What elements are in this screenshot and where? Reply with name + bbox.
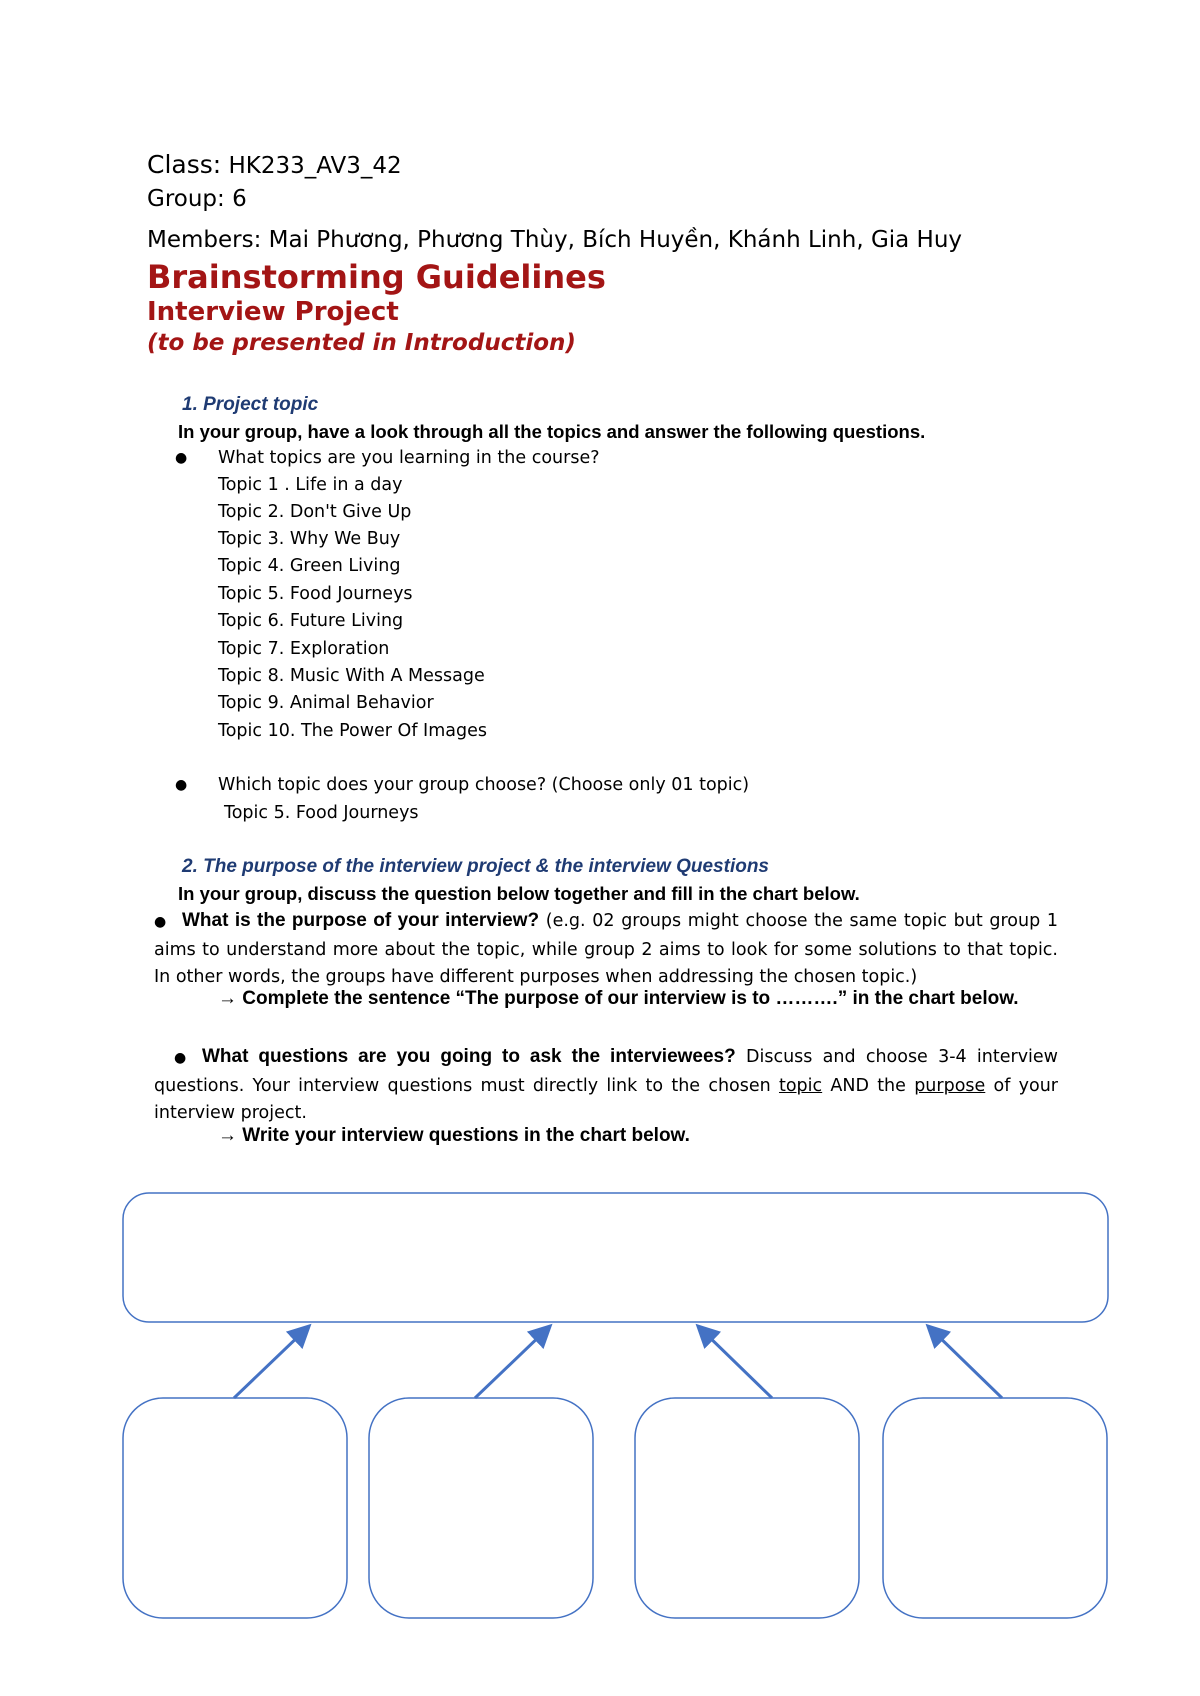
topic-item: Topic 6. Future Living	[218, 611, 404, 631]
class-value: HK233_AV3_42	[228, 153, 402, 179]
section1-instruction: In your group, have a look through all the topics and answer the following questions.	[178, 421, 926, 442]
topic-item: Topic 7. Exploration	[218, 639, 390, 659]
question-box-4[interactable]	[883, 1398, 1107, 1618]
chosen-topic: Topic 5. Food Journeys	[224, 803, 419, 823]
arrow-1	[234, 1330, 305, 1398]
questions-text-1: Discuss and choose 3-4 interview questions. Your interview questions must directly link to the chosen	[154, 1047, 1058, 1096]
title-note: (to be presented in Introduction)	[147, 330, 576, 356]
questions-action: → Write your interview questions in the chart below.	[218, 1125, 690, 1146]
topic-item: Topic 4. Green Living	[218, 556, 401, 576]
topic-item: Topic 10. The Power Of Images	[218, 721, 487, 741]
topic-item: Topic 8. Music With A Message	[218, 666, 485, 686]
section1-heading: 1. Project topic	[182, 394, 319, 415]
questions-purpose-word: purpose	[914, 1075, 986, 1096]
bullet-icon: ●	[175, 777, 188, 793]
section2-instruction: In your group, discuss the question below together and fill in the chart below.	[178, 883, 860, 904]
purpose-paragraph: ● What is the purpose of your interview? (e.g. 02 groups might choose the same topic but group 1 aims to understand more about the topic, while group 2 aims to look for some solutions to that topic. In other words, the groups have different purposes when addressing the chosen topic.)	[154, 910, 1059, 987]
section2-heading: 2. The purpose of the interview project & the interview Questions	[182, 856, 769, 877]
sub-title: Interview Project	[147, 297, 399, 327]
topic-item: Topic 2. Don't Give Up	[218, 502, 412, 522]
topic-item: Topic 9. Animal Behavior	[218, 693, 434, 713]
topic-item: Topic 1 . Life in a day	[218, 475, 403, 495]
purpose-action: → Complete the sentence “The purpose of our interview is to ……….” in the chart below.	[218, 988, 1019, 1009]
group-line: Group: 6	[147, 186, 247, 212]
questions-text-2: of your interview project.	[154, 1075, 1059, 1123]
main-title: Brainstorming Guidelines	[147, 258, 606, 296]
class-label: Class:	[147, 150, 222, 179]
arrow-3	[702, 1330, 772, 1398]
arrow-4	[932, 1330, 1002, 1398]
topic-item: Topic 3. Why We Buy	[218, 529, 401, 549]
topic-item: Topic 5. Food Journeys	[218, 584, 413, 604]
members-line: Members: Mai Phương, Phương Thùy, Bích Huyền, Khánh Linh, Gia Huy	[147, 227, 963, 253]
question-box-3[interactable]	[635, 1398, 859, 1618]
questions-question: What questions are you going to ask the interviewees?	[202, 1046, 736, 1067]
purpose-question: What is the purpose of your interview?	[182, 910, 540, 931]
purpose-box[interactable]	[123, 1193, 1108, 1322]
question-box-2[interactable]	[369, 1398, 593, 1618]
bullet-icon: ●	[175, 450, 188, 466]
purpose-text: (e.g. 02 groups might choose the same topic but group 1 aims to understand more about the topic, while group 2 aims to look for some solutions to that topic. In other words, the groups have different purposes when addressing the chosen topic.)	[154, 911, 1059, 987]
arrow-2	[475, 1330, 546, 1398]
questions-and: AND the	[822, 1075, 915, 1096]
questions-paragraph: ● What questions are you going to ask the interviewees? Discuss and choose 3-4 interview questions. Your interview questions must directly link to the chosen topic AND the purpose of your interview project.	[154, 1046, 1059, 1123]
questions-topic-word: topic	[778, 1075, 823, 1096]
question-box-1[interactable]	[123, 1398, 347, 1618]
question-topics: What topics are you learning in the course?	[218, 448, 600, 468]
question-choose: Which topic does your group choose? (Choose only 01 topic)	[218, 775, 750, 795]
